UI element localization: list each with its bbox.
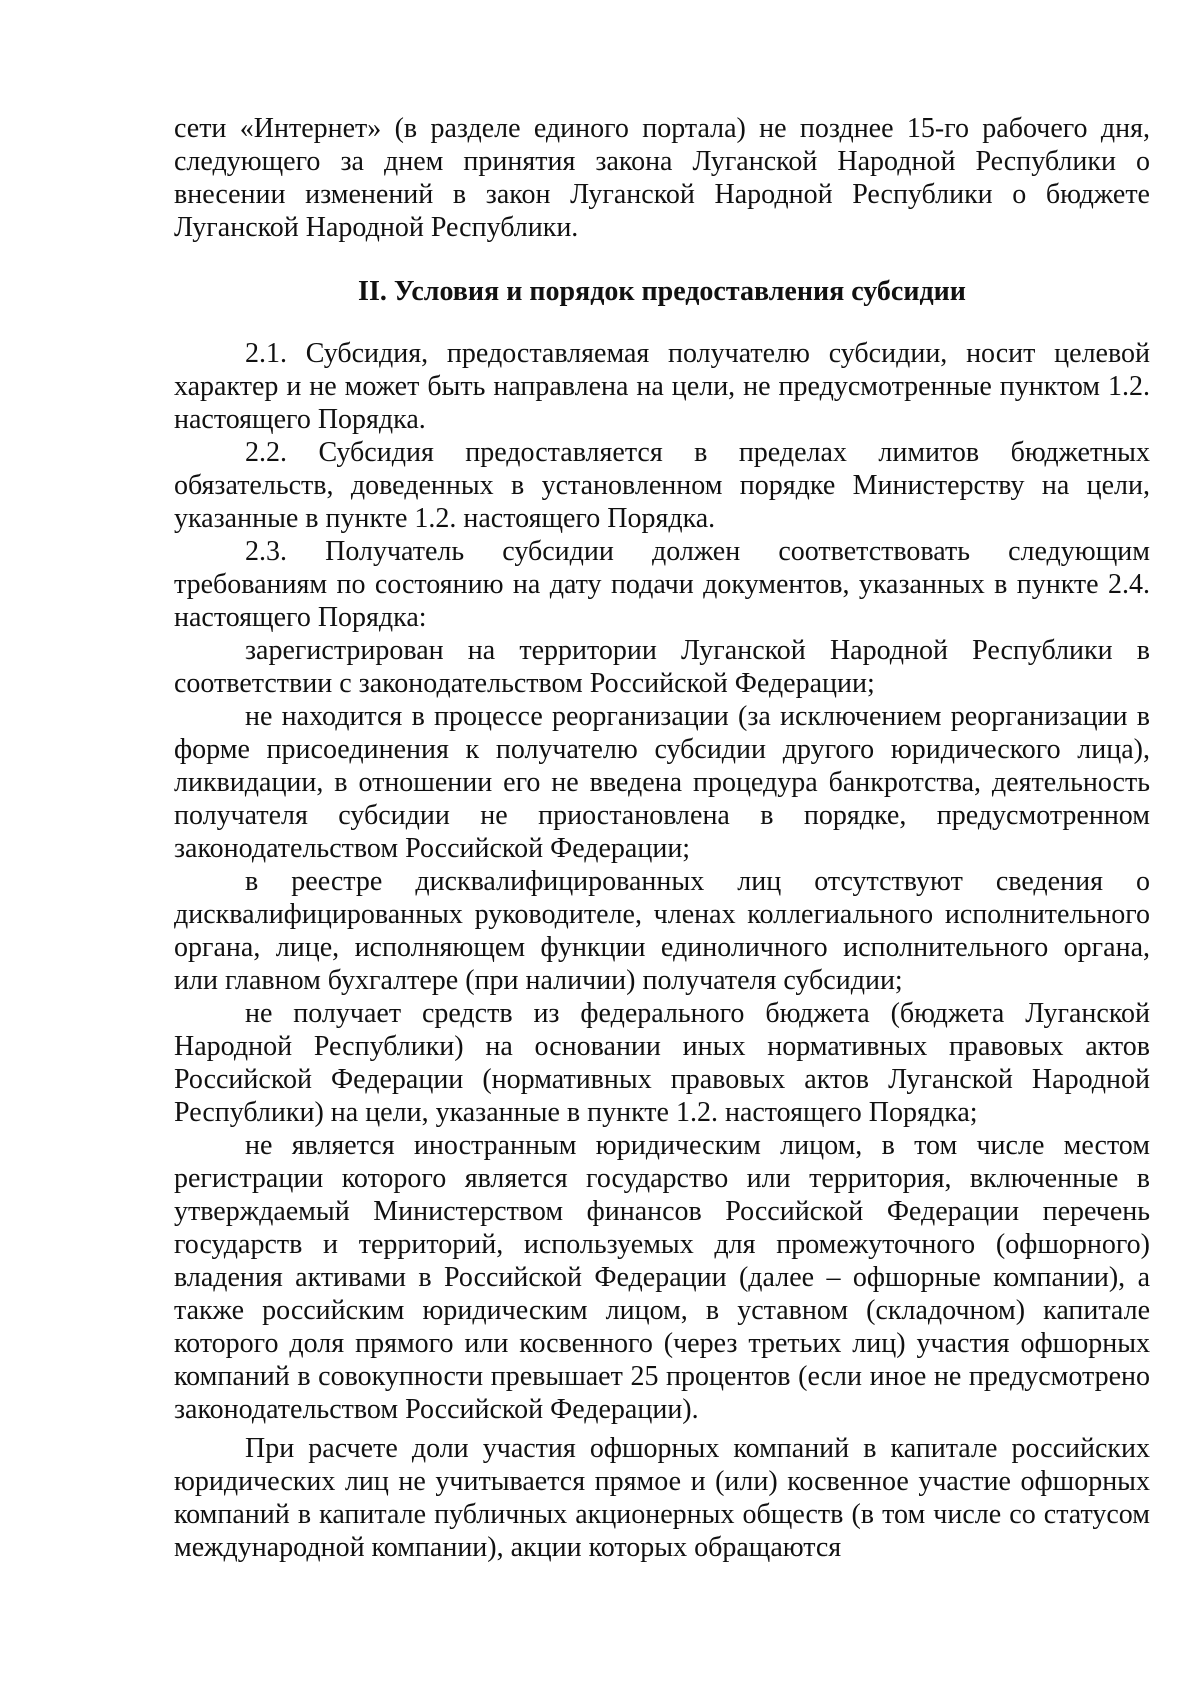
- requirement-registered: зарегистрирован на территории Луганской Народной Республики в соответствии с законодательством Российской Федерации;: [174, 635, 1150, 699]
- paragraph-offshore-calculation: При расчете доли участия офшорных компаний в капитале российских юридических лиц не учитывается прямое и (или) косвенное участие офшорных компаний в капитале публичных акционерных обществ (в том числе со статусом международной компании), акции которых обращаются: [174, 1433, 1150, 1563]
- requirement-no-disqualified: в реестре дисквалифицированных лиц отсутствуют сведения о дисквалифицированных руководителе, членах коллегиального исполнительного органа, лице, исполняющем функции единоличного исполнительного органа, или главном бухгалтере (при наличии) получателя субсидии;: [174, 866, 1150, 996]
- section-heading: II. Условия и порядок предоставления субсидии: [358, 276, 966, 307]
- requirement-no-federal-funds: не получает средств из федерального бюджета (бюджета Луганской Народной Республики) на основании иных нормативных правовых актов Российской Федерации (нормативных правовых актов Луганской Народной Республики) на цели, указанные в пункте 1.2. настоящего Порядка;: [174, 998, 1150, 1128]
- paragraph-2-3: 2.3. Получатель субсидии должен соответствовать следующим требованиям по состоянию на дату подачи документов, указанных в пункте 2.4. настоящего Порядка:: [174, 536, 1150, 633]
- paragraph-2-2: 2.2. Субсидия предоставляется в пределах лимитов бюджетных обязательств, доведенных в установленном порядке Министерству на цели, указанные в пункте 1.2. настоящего Порядка.: [174, 437, 1150, 534]
- paragraph-2-1: 2.1. Субсидия, предоставляемая получателю субсидии, носит целевой характер и не может быть направлена на цели, не предусмотренные пунктом 1.2. настоящего Порядка.: [174, 338, 1150, 435]
- document-page: [174, 112, 1150, 1564]
- paragraph-intro: сети «Интернет» (в разделе единого портала) не позднее 15-го рабочего дня, следующего за днем принятия закона Луганской Народной Республики о внесении изменений в закон Луганской Народной Республики о бюджете Луганской Народной Республики.: [174, 113, 1150, 243]
- requirement-not-reorganizing: не находится в процессе реорганизации (за исключением реорганизации в форме присоединения к получателю субсидии другого юридического лица), ликвидации, в отношении его не введена процедура банкротства, деятельность получателя субсидии не приостановлена в порядке, предусмотренном законодательством Российской Федерации;: [174, 701, 1150, 864]
- requirement-not-foreign: не является иностранным юридическим лицом, в том числе местом регистрации которого является государство или территория, включенные в утверждаемый Министерством финансов Российской Федерации перечень государств и территорий, используемых для промежуточного (офшорного) владения активами в Российской Федерации (далее – офшорные компании), а также российским юридическим лицом, в уставном (складочном) капитале которого доля прямого или косвенного (через третьих лиц) участия офшорных компаний в совокупности превышает 25 процентов (если иное не предусмотрено законодательством Российской Федерации).: [174, 1130, 1150, 1425]
